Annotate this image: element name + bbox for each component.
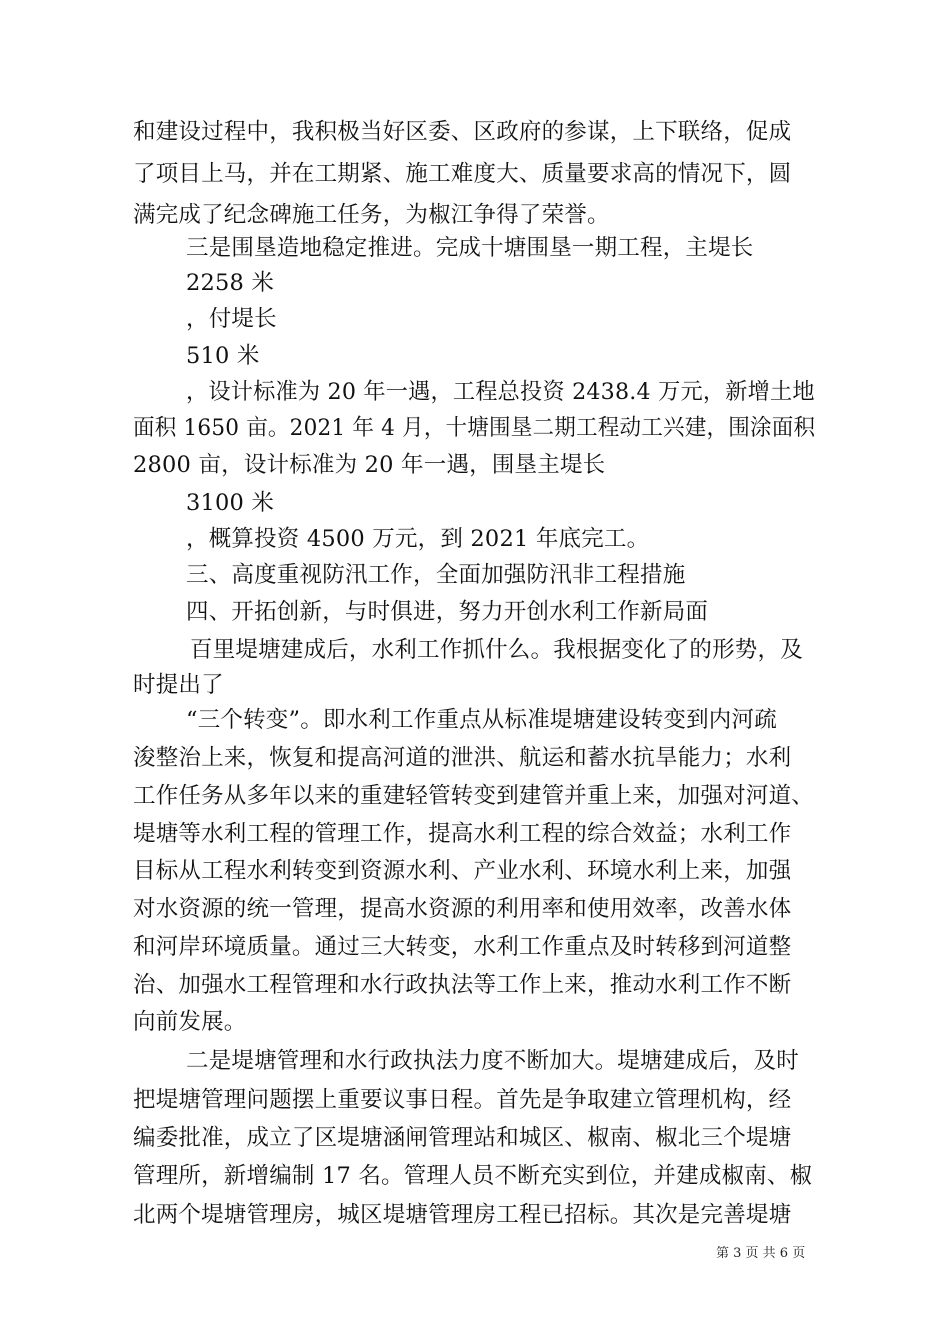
- text-line: 满完成了纪念碑施工任务，为椒江争得了荣誉。: [133, 202, 610, 228]
- text-line: 三是围垦造地稳定推进。完成十塘围垦一期工程，主堤长: [186, 235, 754, 261]
- text-line: 堤塘等水利工程的管理工作，提高水利工程的综合效益；水利工作: [133, 821, 792, 847]
- text-line: 把堤塘管理问题摆上重要议事日程。首先是争取建立管理机构，经: [133, 1087, 792, 1113]
- text-line: 目标从工程水利转变到资源水利、产业水利、环境水利上来，加强: [133, 858, 792, 884]
- text-line: 浚整治上来，恢复和提高河道的泄洪、航运和蓄水抗旱能力；水利: [133, 745, 792, 771]
- text-line: 了项目上马，并在工期紧、施工难度大、质量要求高的情况下，圆: [133, 161, 792, 187]
- text-line: 和河岸环境质量。通过三大转变，水利工作重点及时转移到河道整: [133, 934, 792, 960]
- section-heading: 四、开拓创新，与时俱进，努力开创水利工作新局面: [186, 599, 709, 625]
- text-line: 二是堤塘管理和水行政执法力度不断加大。堤塘建成后，及时: [186, 1048, 799, 1074]
- text-line: 向前发展。: [133, 1009, 247, 1035]
- text-line: 3100 米: [186, 490, 275, 516]
- page-number: 第 3 页 共 6 页: [716, 1246, 806, 1261]
- text-line: ，付堤长: [186, 306, 277, 332]
- text-line: 编委批准，成立了区堤塘涵闸管理站和城区、椒南、椒北三个堤塘: [133, 1125, 792, 1151]
- text-line: 工作任务从多年以来的重建轻管转变到建管并重上来，加强对河道、: [133, 783, 815, 809]
- text-line: 管理所，新增编制 17 名。管理人员不断充实到位，并建成椒南、椒: [133, 1163, 813, 1189]
- text-line: 治、加强水工程管理和水行政执法等工作上来，推动水利工作不断: [133, 972, 792, 998]
- text-line: 510 米: [186, 343, 260, 369]
- text-line: 北两个堤塘管理房，城区堤塘管理房工程已招标。其次是完善堤塘: [133, 1202, 792, 1228]
- text-line: 对水资源的统一管理，提高水资源的利用率和使用效率，改善水体: [133, 896, 792, 922]
- text-line: 和建设过程中，我积极当好区委、区政府的参谋，上下联络，促成: [133, 119, 792, 145]
- text-line: “三个转变”。即水利工作重点从标准堤塘建设转变到内河疏: [186, 707, 777, 733]
- text-line: 百里堤塘建成后，水利工作抓什么。我根据变化了的形势，及: [190, 637, 803, 663]
- text-line: 时提出了: [133, 672, 224, 698]
- section-heading: 三、高度重视防汛工作，全面加强防汛非工程措施: [186, 562, 686, 588]
- text-line: 2800 亩，设计标准为 20 年一遇，围垦主堤长: [133, 452, 606, 478]
- text-line: ，概算投资 4500 万元，到 2021 年底完工。: [186, 526, 650, 552]
- text-line: 2258 米: [186, 270, 275, 296]
- text-line: 面积 1650 亩。2021 年 4 月，十塘围垦二期工程动工兴建，围涂面积: [133, 415, 816, 441]
- text-line: ，设计标准为 20 年一遇，工程总投资 2438.4 万元，新增土地: [186, 379, 815, 405]
